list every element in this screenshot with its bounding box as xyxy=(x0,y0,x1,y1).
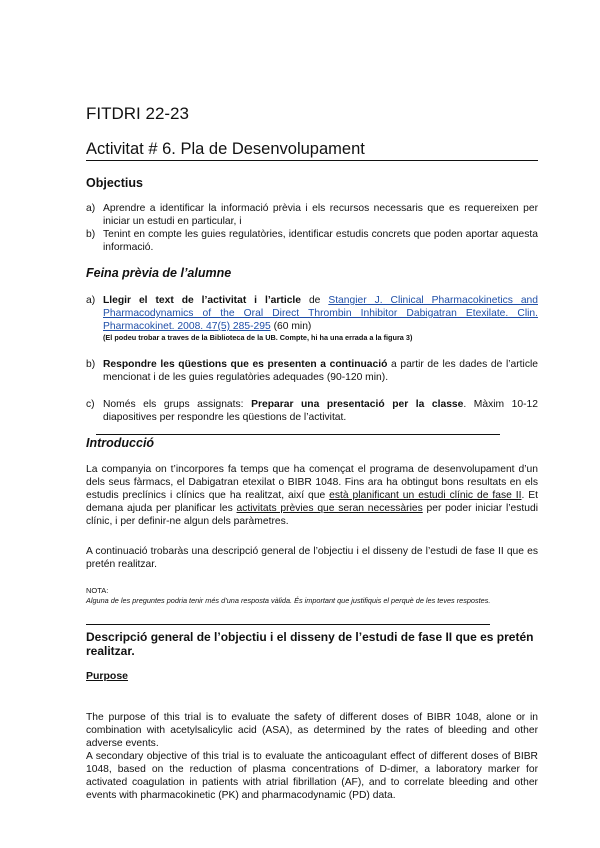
section-divider xyxy=(86,624,490,625)
page-title: Activitat # 6. Pla de Desenvolupament xyxy=(86,140,538,161)
feina-item-a xyxy=(86,294,538,342)
intro-text: La companyia on t’incorpores fa temps que ha començat el programa de desenvolupament d’un dels seus fàrmacs, el Dabigatran etexilat o BIBR 1048. Fins ara ha obtingut bons resultats en els estudis preclínics i clínics que ha realitzat, així que xyxy=(86,464,538,501)
feina-a-bold: Llegir el text de l’activitat i l’article xyxy=(103,295,302,306)
feina-item-c xyxy=(86,398,538,424)
objectiu-item-a xyxy=(86,202,538,228)
objectiu-text: Tenint en compte les guies regulatòries, identificar estudis concrets que poden aportar aquesta informació. xyxy=(103,229,538,253)
list-marker: a) xyxy=(86,203,96,214)
feina-heading: Feina prèvia de l’alumne xyxy=(86,266,232,280)
feina-b-bold: Respondre les qüestions que es presenten a continuació xyxy=(103,359,388,370)
feina-c-tail: . Màxim 10-12 diapositives per respondre les qüestions de l’activitat. xyxy=(103,399,538,423)
feina-c-bold: Preparar una presentació per la classe xyxy=(251,399,464,410)
intro-paragraph-2: A continuació trobaràs una descripció general de l’objectiu i el disseny de l’estudi de fase II que es pretén realitzar. xyxy=(86,546,538,570)
purpose-heading: Purpose xyxy=(86,670,129,682)
note-label: NOTA: xyxy=(86,586,109,595)
list-marker: b) xyxy=(86,229,96,240)
feina-c-pre: Només els grups assignats: xyxy=(103,399,252,410)
intro-underline-2: activitats prèvies que seran necessàries xyxy=(236,503,423,514)
library-note: (El podeu trobar a traves de la Biblioteca de la UB. Compte, hi ha una errada a la figura 3) xyxy=(103,333,413,342)
list-marker: b) xyxy=(86,359,96,370)
note-text: Alguna de les preguntes podria tenir més d’una resposta vàlida. És important que justifiquis el perquè de les teves respostes. xyxy=(86,596,491,605)
introduccio-heading: Introducció xyxy=(86,436,155,450)
descripcio-heading: Descripció general de l’objectiu i el disseny de l’estudi de fase II que es pretén realitzar. xyxy=(86,630,534,658)
list-marker: c) xyxy=(86,399,95,410)
purpose-paragraph-2: A secondary objective of this trial is to evaluate the anticoagulant effect of different doses of BIBR 1048, based on the reduction of plasma concentrations of D-dimer, a laboratory marker for activated coagulation in patients with atrial fibrillation (AF), and to correlate bleeding and other events with pharmacokinetic (PK) and pharmacodynamic (PD) data. xyxy=(86,751,538,801)
intro-text: . Et demana ajuda per planificar les xyxy=(86,490,539,514)
intro-text: per poder iniciar l’estudi clínic, i per definir-ne algun dels paràmetres. xyxy=(86,503,539,527)
intro-paragraph xyxy=(86,463,538,528)
article-link[interactable]: Stangier J. Clinical Pharmacokinetics and Pharmacodynamics of the Oral Direct Thrombin Inhibitor Dabigatran Etexilate. Clin. Pharmacokinet. 2008. 47(5) 285-295 xyxy=(103,295,538,332)
objectiu-text: Aprendre a identificar la informació prèvia i els recursos necessaris que es requereixen per iniciar un estudi en particular, i xyxy=(103,203,538,227)
feina-item-b xyxy=(86,358,538,384)
feina-a-tail: (60 min) xyxy=(270,321,312,332)
purpose-paragraph-1: The purpose of this trial is to evaluate the safety of different doses of BIBR 1048, alone or in combination with acetylsalicylic acid (ASA), as determined by the rates of bleeding and other adverse events. xyxy=(86,712,538,749)
objectius-list xyxy=(86,202,538,254)
course-code: FITDRI 22-23 xyxy=(86,104,189,123)
list-marker: a) xyxy=(86,295,96,306)
section-divider xyxy=(96,434,500,435)
feina-a-mid: de xyxy=(301,295,329,306)
objectiu-item-b xyxy=(86,228,538,254)
intro-underline-1: està planificant un estudi clínic de fase II xyxy=(329,490,522,501)
feina-b-tail: a partir de les dades de l’article mencionat i de les guies regulatòries adequades (90-120 min). xyxy=(103,359,538,383)
objectius-heading: Objectius xyxy=(86,176,143,190)
